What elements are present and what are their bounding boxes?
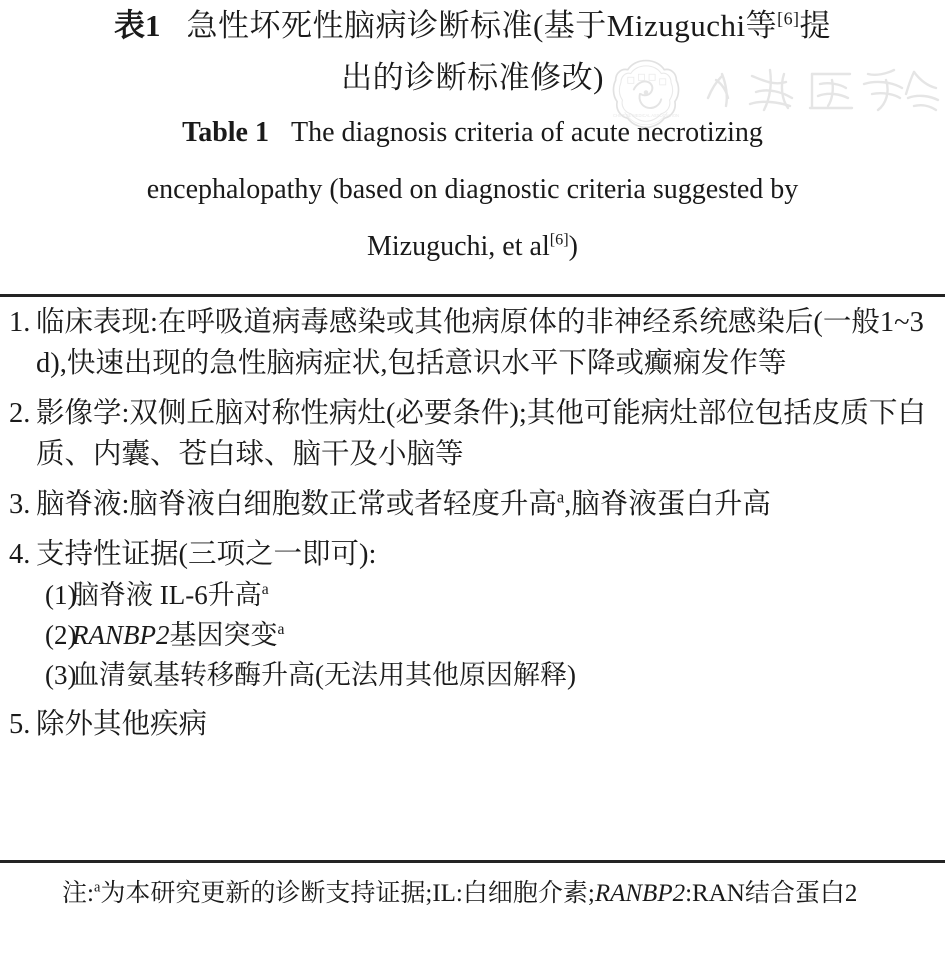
footnote-text-1: 为本研究更新的诊断支持证据;IL:白细胞介素; <box>100 880 595 907</box>
table-top-rule <box>0 294 945 297</box>
criteria-text-3a: 脑脊液:脑脊液白细胞数正常或者轻度升高 <box>36 489 557 520</box>
caption-cn-text-c: 提 <box>799 8 832 43</box>
criteria-number-4: 4. <box>9 539 31 570</box>
caption-cn-text-b: 等 <box>745 8 778 43</box>
table-number-cn: 表1 <box>113 8 161 43</box>
criteria-number-2: 2. <box>9 398 31 429</box>
criteria-text-2: 影像学:双侧丘脑对称性病灶(必要条件);其他可能病灶部位包括皮质下白质、内囊、苍白球、脑干及小脑等 <box>36 398 926 470</box>
criteria-subitem-4-3 <box>36 655 945 695</box>
caption-chinese-line-1 <box>0 0 945 52</box>
criteria-text-1: 临床表现:在呼吸道病毒感染或其他病原体的非神经系统感染后(一般1~3 d),快速出现的急性脑病症状,包括意识水平下降或癫痫发作等 <box>36 307 924 379</box>
criteria-sublabel-4-3: (3) <box>45 660 77 690</box>
criteria-number-3: 3. <box>9 489 31 520</box>
criteria-footnote-marker-4-2: a <box>277 621 285 638</box>
criteria-subtext-4-1a: 脑脊液 IL-6升高 <box>72 580 262 610</box>
criteria-text-3 <box>36 484 945 525</box>
criteria-subtext-4-3: 血清氨基转移酶升高(无法用其他原因解释) <box>72 660 576 690</box>
table-footnote <box>0 872 945 916</box>
criteria-footnote-marker-4-1: a <box>261 581 269 598</box>
criteria-number-1: 1. <box>9 307 31 338</box>
caption-chinese-line-2: 出的诊断标准修改) <box>341 60 604 95</box>
criteria-item-2 <box>0 393 945 475</box>
criteria-subitem-4-2 <box>36 615 945 655</box>
caption-english-line-1 <box>0 104 945 161</box>
criteria-item-4 <box>0 534 945 695</box>
caption-cn-reference: [6] <box>777 8 800 29</box>
criteria-sublabel-4-1: (1) <box>45 580 77 610</box>
criteria-subitem-4-1 <box>36 575 945 615</box>
criteria-subtext-4-2 <box>72 615 945 655</box>
footnote-text-2: :RAN结合蛋白2 <box>685 880 858 907</box>
table-number-en: Table 1 <box>182 117 269 148</box>
table-bottom-rule <box>0 860 945 863</box>
caption-english-line-2: encephalopathy (based on diagnostic criteria suggested by <box>146 174 799 205</box>
cma-seal-caption: CHINESE MEDICAL ASSOCIATION <box>613 112 679 118</box>
criteria-item-5 <box>0 704 945 745</box>
criteria-subtext-4-1 <box>72 575 945 615</box>
caption-en-reference: [6] <box>549 230 569 249</box>
criteria-subtext-4-2a: 基因突变 <box>169 620 278 650</box>
criteria-text-3b: ,脑脊液蛋白升高 <box>564 489 771 520</box>
criteria-list <box>0 302 945 754</box>
criteria-number-5: 5. <box>9 709 31 740</box>
caption-en-text-4: ) <box>568 231 578 262</box>
criteria-item-3 <box>0 484 945 525</box>
criteria-footnote-marker-3: a <box>556 487 565 507</box>
criteria-sublabel-4-2: (2) <box>45 620 77 650</box>
caption-en-text-3: Mizuguchi, et al <box>367 231 550 262</box>
footnote-lead: 注: <box>62 880 94 907</box>
caption-cn-author: Mizuguchi <box>606 8 746 43</box>
caption-cn-text-a: 急性坏死性脑病诊断标准(基于 <box>186 8 607 43</box>
table-caption <box>0 0 945 275</box>
gene-name-ranbp2: RANBP2 <box>72 620 170 650</box>
criteria-text-4: 支持性证据(三项之一即可): <box>36 539 377 570</box>
criteria-text-5: 除外其他疾病 <box>36 709 208 740</box>
footnote-gene-name: RANBP2 <box>594 880 686 907</box>
footnote-marker-a: a <box>93 879 101 896</box>
caption-en-text-1: The diagnosis criteria of acute necrotizing <box>290 117 763 148</box>
criteria-item-1 <box>0 302 945 384</box>
caption-english-line-3 <box>0 218 945 275</box>
